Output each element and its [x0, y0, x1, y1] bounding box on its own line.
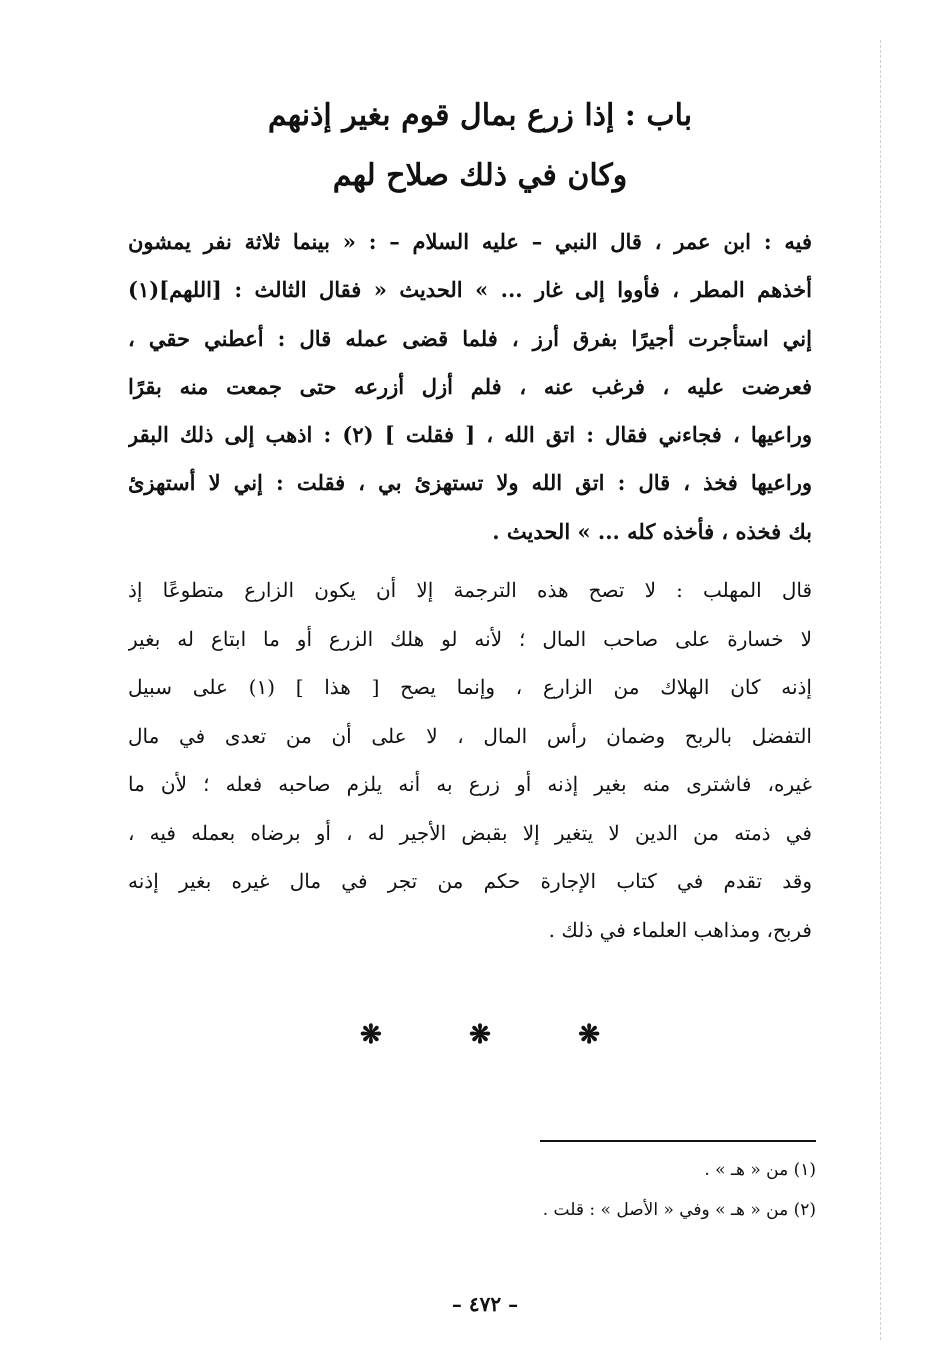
commentary-line: التفضل بالربح وضمان رأس المال ، لا على أن من تعدى في مال — [128, 723, 812, 748]
asterism-icon: ❋ — [578, 1020, 600, 1050]
asterism-icon: ❋ — [469, 1020, 491, 1050]
hadith-line: وراعيها ، فجاءني فقال : اتق الله ، [ فقلت ] (٢) : اذهب إلى ذلك البقر — [128, 422, 812, 448]
commentary-line: قال المهلب : لا تصح هذه الترجمة إلا أن يكون الزارع متطوعًا إذ — [128, 578, 812, 602]
commentary-line: إذنه كان الهلاك من الزارع ، وإنما يصح [ هذا ] (١) على سبيل — [128, 675, 812, 699]
hadith-paragraph — [128, 218, 812, 556]
commentary-line: غيره، فاشترى منه بغير إذنه أو زرع به أنه يلزم صاحبه فعله ؛ لأن ما — [128, 772, 812, 796]
footnote-1: (١) من « هـ » . — [704, 1160, 816, 1180]
hadith-line: فعرضت عليه ، فرغب عنه ، فلم أزل أزرعه حتى جمعت منه بقرًا — [128, 373, 812, 399]
commentary-line: وقد تقدم في كتاب الإجارة حكم من تجر في مال غيره بغير إذنه — [128, 869, 812, 893]
chapter-heading-line-1: باب : إذا زرع بمال قوم بغير إذنهم — [267, 98, 693, 133]
section-separator — [360, 1020, 600, 1050]
commentary-paragraph — [128, 566, 812, 954]
commentary-line: لا خسارة على صاحب المال ؛ لأنه لو هلك الزرع أو ما ابتاع له بغير — [128, 626, 812, 651]
scan-margin-line — [880, 40, 881, 1340]
hadith-line: إني استأجرت أجيرًا بفرق أرز ، فلما قضى عمله قال : أعطني حقي ، — [128, 325, 812, 351]
chapter-heading-line-2: وكان في ذلك صلاح لهم — [332, 158, 628, 193]
hadith-line: وراعيها فخذ ، قال : اتق الله ولا تستهزئ بي ، فقلت : إني لا أستهزئ — [128, 470, 812, 496]
hadith-line: بك فخذه ، فأخذه كله ... » الحديث . — [492, 518, 812, 544]
page-number: – ٤٧٢ – — [451, 1292, 519, 1316]
footnote-2: (٢) من « هـ » وفي « الأصل » : قلت . — [542, 1200, 816, 1220]
asterism-icon: ❋ — [360, 1020, 382, 1050]
hadith-line: أخذهم المطر ، فأووا إلى غار ... » الحديث « فقال الثالث : [اللهم](١) — [128, 277, 812, 303]
commentary-line: في ذمته من الدين لا يتغير إلا بقبض الأجير له ، أو برضاه بعمله فيه ، — [128, 820, 812, 845]
hadith-line: فيه : ابن عمر ، قال النبي – عليه السلام – : « بينما ثلاثة نفر يمشون — [128, 229, 812, 254]
footnote-rule — [540, 1140, 816, 1142]
commentary-line: فربح، ومذاهب العلماء في ذلك . — [548, 917, 812, 942]
